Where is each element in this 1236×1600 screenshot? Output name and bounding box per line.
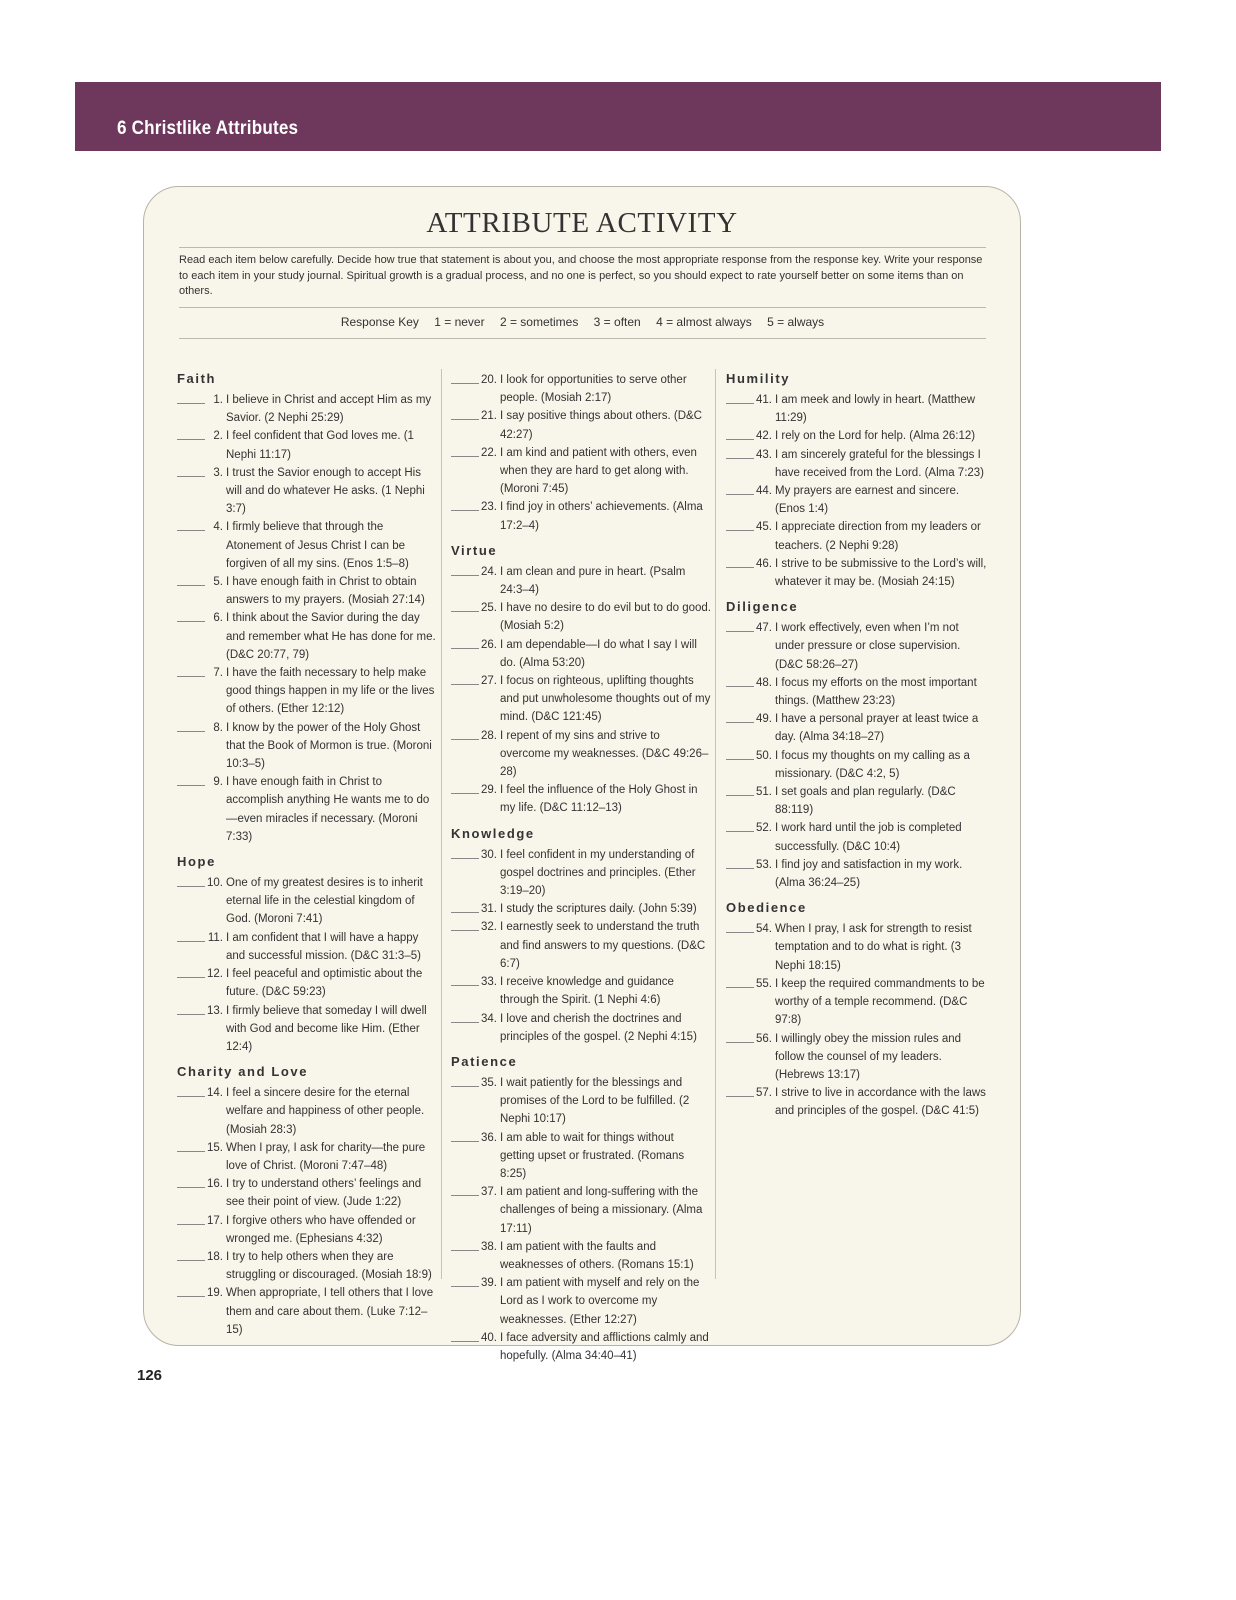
attribute-item	[451, 846, 711, 901]
item-text: I receive knowledge and guidance through the Spirit. (1 Nephi 4:6)	[500, 976, 674, 1007]
response-key	[179, 315, 986, 329]
item-text: I appreciate direction from my leaders or teachers. (2 Nephi 9:28)	[775, 521, 981, 552]
response-blank-line	[726, 932, 754, 933]
response-blank-line	[726, 567, 754, 568]
attribute-item	[451, 371, 711, 407]
item-text: I feel the influence of the Holy Ghost in my life. (D&C 11:12–13)	[500, 784, 698, 815]
item-text: I try to understand others’ feelings and see their point of view. (Jude 1:22)	[226, 1178, 422, 1209]
item-number: 27.	[481, 675, 497, 688]
items-column-1	[177, 371, 437, 1339]
response-key-bottom-rule	[179, 338, 986, 339]
attribute-item	[726, 446, 988, 482]
item-number: 36.	[481, 1131, 497, 1144]
title-divider	[179, 247, 986, 248]
item-text: I firmly believe that through the Atonement of Jesus Christ I can be forgiven of all my sins. (Enos 1:5–8)	[226, 521, 409, 570]
response-blank-line	[726, 403, 754, 404]
response-blank-line	[726, 530, 754, 531]
response-blank-line	[177, 676, 205, 677]
response-blank-line	[726, 631, 754, 632]
item-text: I have no desire to do evil but to do good. (Mosiah 5:2)	[500, 602, 711, 633]
attribute-item	[726, 518, 988, 554]
attribute-item	[451, 900, 711, 918]
item-text: I find joy and satisfaction in my work. (Alma 36:24–25)	[775, 858, 963, 890]
item-text: I set goals and plan regularly. (D&C 88:119)	[775, 786, 956, 817]
item-number: 23.	[481, 501, 497, 514]
item-text: I firmly believe that someday I will dwell with God and become like Him. (Ether 12:4)	[226, 1004, 427, 1053]
attribute-item	[177, 464, 437, 519]
chapter-title: 6 Christlike Attributes	[117, 118, 299, 139]
response-blank-line	[451, 1286, 479, 1287]
item-number: 42.	[756, 430, 772, 443]
section-heading: Charity and Love	[177, 1064, 309, 1080]
section-heading: Knowledge	[451, 825, 535, 841]
item-text: I am patient with myself and rely on the Lord as I work to overcome my weaknesses. (Ether 12:27)	[500, 1277, 700, 1326]
response-key-top-rule	[179, 307, 986, 308]
item-text: When I pray, I ask for charity—the pure love of Christ. (Moroni 7:47–48)	[226, 1141, 426, 1172]
attribute-item	[726, 1084, 988, 1120]
item-text: I am patient and long-suffering with the challenges of being a missionary. (Alma 17:11)	[500, 1186, 703, 1235]
item-number: 28.	[481, 729, 497, 742]
item-text: I am able to wait for things without getting upset or frustrated. (Romans 8:25)	[500, 1131, 685, 1180]
attribute-item	[177, 929, 437, 965]
attribute-item	[451, 1074, 711, 1129]
response-option: 4 = almost always	[656, 315, 752, 329]
response-blank-line	[451, 419, 479, 420]
attribute-item	[726, 975, 988, 1030]
item-text: I am kind and patient with others, even when they are hard to get along with. (Moroni 7:45)	[500, 446, 697, 496]
item-number: 54.	[756, 923, 772, 936]
response-option: 5 = always	[767, 315, 825, 329]
attribute-item	[177, 1002, 437, 1057]
item-number: 4.	[213, 521, 223, 534]
item-text: I repent of my sins and strive to overcome my weaknesses. (D&C 49:26–28)	[500, 729, 709, 779]
attribute-item	[451, 498, 711, 534]
response-blank-line	[726, 458, 754, 459]
response-blank-line	[451, 575, 479, 576]
item-number: 26.	[481, 638, 497, 651]
attribute-item	[726, 391, 988, 427]
section-heading: Faith	[177, 371, 217, 386]
response-key-label: Response Key	[340, 315, 419, 329]
item-number: 49.	[756, 713, 772, 726]
item-text: I keep the required commandments to be worthy of a temple recommend. (D&C 97:8)	[775, 977, 985, 1027]
attribute-item	[177, 518, 437, 573]
response-blank-line	[451, 793, 479, 794]
response-blank-line	[451, 1141, 479, 1142]
item-text: When appropriate, I tell others that I love them and care about them. (Luke 7:12–15)	[226, 1287, 434, 1336]
attribute-item	[177, 573, 437, 609]
attribute-item	[451, 781, 711, 817]
item-text: I am sincerely grateful for the blessings I have received from the Lord. (Alma 7:23)	[775, 448, 985, 479]
item-number: 13.	[207, 1004, 223, 1017]
response-blank-line	[177, 1187, 205, 1188]
response-blank-line	[451, 611, 479, 612]
attribute-item	[726, 1030, 988, 1085]
item-text: I think about the Savior during the day and remember what He has done for me. (D&C 20:77, 79)	[226, 612, 436, 661]
item-number: 11.	[207, 931, 223, 944]
item-number: 29.	[481, 784, 497, 797]
response-blank-line	[451, 912, 479, 913]
response-blank-line	[177, 439, 205, 440]
attribute-item	[451, 444, 711, 499]
item-text: I look for opportunities to serve other people. (Mosiah 2:17)	[500, 374, 687, 405]
response-blank-line	[177, 1296, 205, 1297]
response-blank-line	[177, 1224, 205, 1225]
attribute-item	[177, 1284, 437, 1339]
column-divider	[715, 369, 716, 1279]
response-blank-line	[451, 456, 479, 457]
item-number: 57.	[756, 1087, 772, 1100]
section-heading: Diligence	[726, 599, 799, 615]
item-number: 35.	[481, 1076, 497, 1089]
attribute-item	[177, 427, 437, 463]
response-blank-line	[177, 886, 205, 887]
item-number: 17.	[207, 1214, 223, 1227]
item-text: I feel a sincere desire for the eternal welfare and happiness of other people. (Mosiah 28:3)	[226, 1087, 425, 1136]
attribute-item	[177, 874, 437, 929]
item-text: I have enough faith in Christ to obtain answers to my prayers. (Mosiah 27:14)	[226, 576, 425, 607]
item-number: 22.	[481, 446, 497, 459]
item-text: I am confident that I will have a happy and successful mission. (D&C 31:3–5)	[226, 931, 421, 962]
attribute-item	[726, 482, 988, 518]
response-blank-line	[726, 987, 754, 988]
item-number: 34.	[481, 1012, 497, 1025]
attribute-item	[726, 710, 988, 746]
attribute-item	[177, 1084, 437, 1139]
item-text: I have enough faith in Christ to accomplish anything He wants me to do—even miracles if necessary. (Moroni 7:33)	[226, 776, 430, 843]
item-text: I have the faith necessary to help make good things happen in my life or the lives of others. (Ether 12:12)	[226, 667, 435, 716]
item-text: I forgive others who have offended or wronged me. (Ephesians 4:32)	[226, 1214, 416, 1245]
response-blank-line	[451, 684, 479, 685]
item-text: My prayers are earnest and sincere. (Enos 1:4)	[775, 485, 960, 516]
attribute-item	[726, 619, 988, 674]
attribute-item	[451, 973, 711, 1009]
item-text: I trust the Savior enough to accept His will and do whatever He asks. (1 Nephi 3:7)	[226, 466, 425, 516]
item-number: 30.	[481, 848, 497, 861]
item-number: 5.	[213, 576, 223, 589]
response-blank-line	[726, 1096, 754, 1097]
item-text: I focus on righteous, uplifting thoughts and put unwholesome thoughts out of my mind. (D&C 121:45)	[500, 675, 711, 724]
column-divider	[441, 369, 442, 1279]
item-number: 55.	[756, 977, 772, 990]
item-text: I feel confident that God loves me. (1 Nephi 11:17)	[226, 430, 414, 461]
response-blank-line	[177, 785, 205, 786]
activity-title: ATTRIBUTE ACTIVITY	[426, 207, 738, 239]
item-number: 12.	[207, 968, 223, 981]
attribute-item	[451, 672, 711, 727]
response-blank-line	[451, 1022, 479, 1023]
item-text: I study the scriptures daily. (John 5:39)	[500, 903, 697, 916]
response-blank-line	[726, 831, 754, 832]
response-blank-line	[177, 530, 205, 531]
item-number: 7.	[213, 667, 223, 680]
response-blank-line	[451, 510, 479, 511]
response-blank-line	[177, 621, 205, 622]
item-text: When I pray, I ask for strength to resist temptation and to do what is right. (3 Nephi 18:15)	[775, 923, 972, 972]
item-text: I rely on the Lord for help. (Alma 26:12)	[775, 430, 976, 443]
response-blank-line	[451, 648, 479, 649]
response-blank-line	[451, 1250, 479, 1251]
attribute-item	[177, 1175, 437, 1211]
attribute-item	[451, 918, 711, 973]
item-text: I feel peaceful and optimistic about the future. (D&C 59:23)	[226, 968, 423, 999]
item-text: I work hard until the job is completed successfully. (D&C 10:4)	[775, 822, 962, 853]
response-blank-line	[726, 868, 754, 869]
attribute-item	[177, 391, 437, 427]
attribute-item	[726, 783, 988, 819]
response-blank-line	[451, 739, 479, 740]
attribute-item	[177, 1248, 437, 1284]
response-blank-line	[451, 930, 479, 931]
attribute-item	[726, 856, 988, 892]
response-blank-line	[177, 977, 205, 978]
section-heading: Humility	[726, 371, 791, 386]
chapter-header-band	[75, 82, 1161, 151]
item-number: 18.	[207, 1250, 223, 1263]
attribute-item	[451, 636, 711, 672]
item-number: 1.	[213, 394, 223, 406]
activity-instructions: Read each item below carefully. Decide how true that statement is about you, and choose the most appropriate response from the response key. Write your response to each item in your study journal. Spiritual growth is a gradual process, and no one is perfect, so you should expect to rate yourself better on some items than on others.	[179, 254, 983, 297]
attribute-activity-card	[143, 186, 1021, 1362]
response-blank-line	[451, 1341, 479, 1342]
item-number: 56.	[756, 1032, 772, 1045]
item-text: I am clean and pure in heart. (Psalm 24:3–4)	[500, 565, 686, 597]
response-blank-line	[177, 476, 205, 477]
attribute-item	[451, 1010, 711, 1046]
response-blank-line	[726, 494, 754, 495]
attribute-item	[451, 1129, 711, 1184]
attribute-item	[451, 599, 711, 635]
item-number: 20.	[481, 374, 497, 386]
item-text: I willingly obey the mission rules and follow the counsel of my leaders. (Hebrews 13:17)	[775, 1032, 962, 1081]
attribute-item	[451, 407, 711, 443]
item-number: 46.	[756, 557, 772, 570]
item-number: 10.	[207, 877, 223, 890]
attribute-item	[726, 920, 988, 975]
item-text: I earnestly seek to understand the truth and find answers to my questions. (D&C 6:7)	[500, 921, 706, 970]
item-text: I focus my efforts on the most important things. (Matthew 23:23)	[775, 676, 977, 708]
item-number: 33.	[481, 976, 497, 989]
item-number: 31.	[481, 903, 497, 916]
attribute-item	[451, 1183, 711, 1238]
item-text: I work effectively, even when I’m not under pressure or close supervision. (D&C 58:26–27)	[775, 622, 961, 671]
item-number: 37.	[481, 1186, 497, 1199]
response-blank-line	[451, 1195, 479, 1196]
item-text: I strive to be submissive to the Lord’s will, whatever it may be. (Mosiah 24:15)	[775, 557, 987, 589]
response-blank-line	[177, 1151, 205, 1152]
attribute-item	[726, 819, 988, 855]
item-number: 14.	[207, 1087, 223, 1100]
item-number: 8.	[213, 721, 223, 734]
item-number: 44.	[756, 485, 772, 498]
attribute-item	[177, 1139, 437, 1175]
item-text: I say positive things about others. (D&C 42:27)	[500, 410, 702, 441]
attribute-item	[177, 965, 437, 1001]
item-number: 6.	[213, 612, 223, 625]
attribute-item	[177, 773, 437, 846]
item-text: I am dependable—I do what I say I will do. (Alma 53:20)	[500, 638, 697, 669]
item-number: 38.	[481, 1240, 497, 1253]
section-heading: Hope	[177, 854, 216, 870]
response-blank-line	[177, 403, 205, 404]
response-blank-line	[726, 686, 754, 687]
item-number: 52.	[756, 822, 772, 835]
item-number: 9.	[213, 776, 223, 789]
item-number: 19.	[207, 1287, 223, 1300]
attribute-item	[451, 1274, 711, 1329]
attribute-item	[726, 555, 988, 591]
response-blank-line	[451, 383, 479, 384]
response-option: 3 = often	[593, 315, 641, 329]
attribute-item	[726, 427, 988, 445]
item-text: I face adversity and afflictions calmly and hopefully. (Alma 34:40–41)	[500, 1331, 709, 1362]
item-text: I focus my thoughts on my calling as a missionary. (D&C 4:2, 5)	[775, 749, 970, 780]
item-number: 45.	[756, 521, 772, 534]
item-number: 21.	[481, 410, 497, 423]
item-text: I have a personal prayer at least twice a day. (Alma 34:18–27)	[775, 713, 979, 744]
attribute-item	[451, 1329, 711, 1365]
attribute-item	[451, 727, 711, 782]
section-heading: Patience	[451, 1053, 518, 1069]
response-option: 1 = never	[434, 315, 485, 329]
response-blank-line	[177, 1014, 205, 1015]
item-number: 39.	[481, 1277, 497, 1290]
section-heading: Obedience	[726, 900, 807, 916]
item-number: 15.	[207, 1141, 223, 1154]
attribute-item	[177, 1212, 437, 1248]
attribute-item	[726, 747, 988, 783]
item-text: I find joy in others’ achievements. (Alma 17:2–4)	[500, 501, 703, 532]
response-blank-line	[177, 585, 205, 586]
item-number: 47.	[756, 622, 772, 635]
item-number: 3.	[213, 466, 223, 479]
response-option: 2 = sometimes	[499, 315, 579, 329]
response-blank-line	[726, 1042, 754, 1043]
response-blank-line	[451, 985, 479, 986]
response-blank-line	[726, 795, 754, 796]
item-number: 48.	[756, 676, 772, 689]
response-blank-line	[451, 858, 479, 859]
item-text: I love and cherish the doctrines and principles of the gospel. (2 Nephi 4:15)	[500, 1012, 697, 1043]
item-number: 41.	[756, 394, 772, 406]
item-text: One of my greatest desires is to inherit eternal life in the celestial kingdom of God. (Moroni 7:41)	[226, 877, 423, 926]
item-number: 53.	[756, 858, 772, 871]
response-blank-line	[177, 941, 205, 942]
item-text: I feel confident in my understanding of gospel doctrines and principles. (Ether 3:19–20)	[500, 848, 696, 898]
items-column-3	[726, 371, 988, 1121]
response-blank-line	[177, 1096, 205, 1097]
item-text: I try to help others when they are struggling or discouraged. (Mosiah 18:9)	[226, 1250, 432, 1282]
attribute-item	[451, 1238, 711, 1274]
items-column-2	[451, 371, 711, 1365]
item-number: 40.	[481, 1331, 497, 1344]
item-text: I am patient with the faults and weaknesses of others. (Romans 15:1)	[500, 1240, 694, 1271]
item-text: I know by the power of the Holy Ghost that the Book of Mormon is true. (Moroni 10:3–5)	[226, 721, 432, 771]
item-number: 2.	[213, 430, 223, 443]
item-number: 32.	[481, 921, 497, 934]
response-blank-line	[726, 759, 754, 760]
response-blank-line	[726, 439, 754, 440]
item-text: I believe in Christ and accept Him as my Savior. (2 Nephi 25:29)	[226, 394, 432, 425]
response-blank-line	[177, 731, 205, 732]
item-number: 25.	[481, 602, 497, 615]
attribute-item	[177, 609, 437, 664]
section-heading: Virtue	[451, 542, 498, 558]
attribute-item	[726, 674, 988, 710]
item-text: I wait patiently for the blessings and promises of the Lord to be fulfilled. (2 Nephi 10:17)	[500, 1076, 690, 1126]
item-number: 51.	[756, 786, 772, 799]
attribute-item	[451, 563, 711, 599]
item-number: 50.	[756, 749, 772, 762]
item-number: 16.	[207, 1178, 223, 1191]
item-number: 24.	[481, 565, 497, 578]
response-blank-line	[177, 1260, 205, 1261]
item-text: I strive to live in accordance with the laws and principles of the gospel. (D&C 41:5)	[775, 1087, 986, 1118]
page-number: 126	[137, 1367, 163, 1384]
item-number: 43.	[756, 448, 772, 461]
item-text: I am meek and lowly in heart. (Matthew 11:29)	[775, 394, 976, 425]
attribute-item	[177, 719, 437, 774]
response-blank-line	[451, 1086, 479, 1087]
attribute-item	[177, 664, 437, 719]
response-blank-line	[726, 722, 754, 723]
